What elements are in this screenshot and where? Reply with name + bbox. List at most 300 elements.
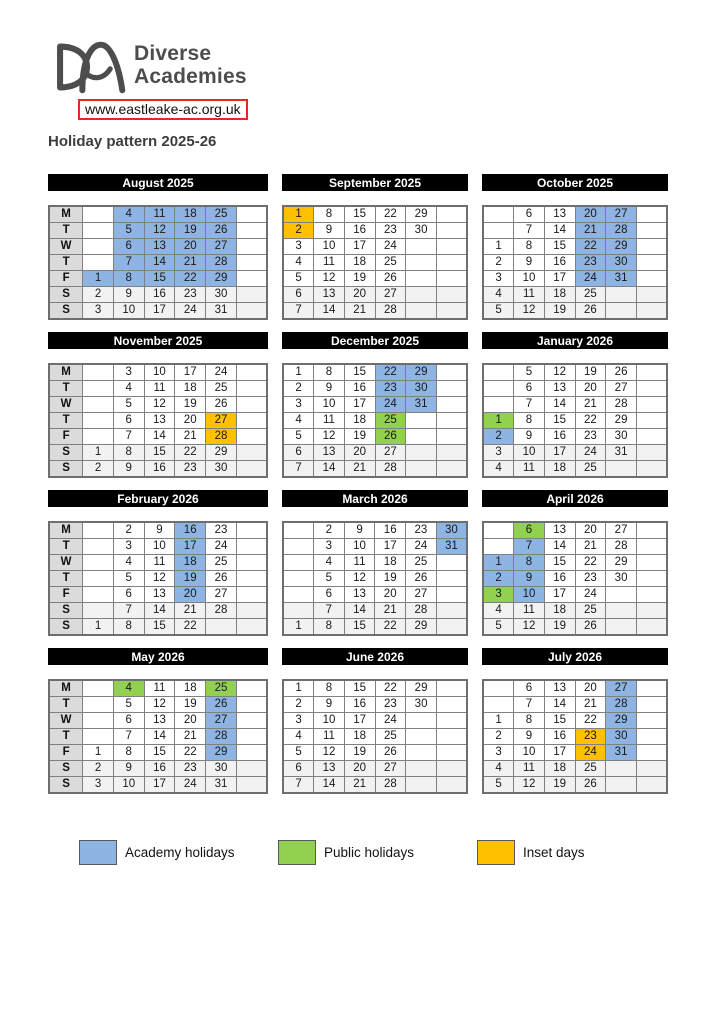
empty-cell <box>606 603 637 619</box>
week-row <box>283 539 467 555</box>
day-cell: 30 <box>206 287 237 303</box>
empty-cell <box>636 206 667 223</box>
day-cell: 18 <box>344 255 375 271</box>
day-cell: 25 <box>575 461 606 478</box>
empty-cell <box>406 239 437 255</box>
day-cell: 20 <box>175 239 206 255</box>
day-cell: 6 <box>113 713 144 729</box>
day-cell: 28 <box>375 461 406 478</box>
day-cell: 18 <box>175 680 206 697</box>
day-cell: 6 <box>283 287 314 303</box>
month-title-october-2025: October 2025 <box>482 174 668 191</box>
legend-item-inset-days <box>477 840 676 865</box>
empty-cell <box>483 680 514 697</box>
day-cell: 20 <box>575 206 606 223</box>
day-cell: 11 <box>344 555 375 571</box>
empty-cell <box>636 555 667 571</box>
day-cell: 2 <box>83 287 114 303</box>
week-row <box>483 680 667 697</box>
day-cell: 10 <box>314 397 345 413</box>
day-cell: 30 <box>206 461 237 478</box>
day-cell: 21 <box>344 303 375 320</box>
day-cell: 8 <box>113 745 144 761</box>
day-label: T <box>49 255 83 271</box>
day-cell: 17 <box>375 539 406 555</box>
day-cell: 29 <box>406 680 437 697</box>
day-cell: 9 <box>314 381 345 397</box>
day-cell: 4 <box>283 729 314 745</box>
day-label: W <box>49 239 83 255</box>
day-cell: 11 <box>514 287 545 303</box>
day-cell: 4 <box>283 413 314 429</box>
week-row <box>483 587 667 603</box>
empty-cell <box>236 364 267 381</box>
week-row <box>49 745 267 761</box>
empty-cell <box>636 397 667 413</box>
day-label: W <box>49 713 83 729</box>
day-cell: 19 <box>175 223 206 239</box>
empty-cell <box>636 364 667 381</box>
empty-cell <box>236 206 267 223</box>
day-cell: 2 <box>283 223 314 239</box>
week-row <box>483 555 667 571</box>
legend-item-public-holidays <box>278 840 477 865</box>
week-row <box>49 522 267 539</box>
day-cell: 26 <box>206 223 237 239</box>
day-cell: 2 <box>483 571 514 587</box>
day-cell: 21 <box>344 461 375 478</box>
day-cell: 2 <box>483 429 514 445</box>
month-table-march-2026 <box>282 521 468 636</box>
empty-cell <box>436 619 467 636</box>
week-row <box>483 206 667 223</box>
day-cell: 7 <box>314 603 345 619</box>
day-cell: 13 <box>344 587 375 603</box>
week-row <box>49 571 267 587</box>
week-row <box>49 206 267 223</box>
day-cell: 25 <box>575 603 606 619</box>
empty-cell <box>636 729 667 745</box>
week-row <box>283 287 467 303</box>
day-cell: 30 <box>406 223 437 239</box>
day-cell: 25 <box>575 287 606 303</box>
empty-cell <box>483 381 514 397</box>
day-cell: 11 <box>514 603 545 619</box>
week-row <box>483 303 667 320</box>
day-cell: 30 <box>406 381 437 397</box>
day-cell: 16 <box>175 522 206 539</box>
day-cell: 21 <box>375 603 406 619</box>
day-cell: 3 <box>283 397 314 413</box>
day-label: S <box>49 761 83 777</box>
empty-cell <box>83 206 114 223</box>
day-cell: 29 <box>606 555 637 571</box>
week-row <box>483 445 667 461</box>
day-cell: 5 <box>314 571 345 587</box>
month-title-march-2026: March 2026 <box>282 490 468 507</box>
day-cell: 5 <box>483 303 514 320</box>
day-cell: 11 <box>514 461 545 478</box>
week-row <box>49 429 267 445</box>
website-link[interactable]: www.eastleake-ac.org.uk <box>78 99 248 120</box>
day-cell: 11 <box>144 206 175 223</box>
day-cell: 21 <box>175 603 206 619</box>
day-cell: 27 <box>406 587 437 603</box>
day-cell: 15 <box>344 206 375 223</box>
day-cell: 11 <box>144 680 175 697</box>
empty-cell <box>483 397 514 413</box>
day-cell: 13 <box>314 445 345 461</box>
week-row <box>483 287 667 303</box>
month-table-april-2026 <box>482 521 668 636</box>
empty-cell <box>606 461 637 478</box>
empty-cell <box>236 239 267 255</box>
empty-cell <box>636 777 667 794</box>
week-row <box>49 555 267 571</box>
day-cell: 29 <box>206 271 237 287</box>
day-cell: 10 <box>144 539 175 555</box>
day-cell: 19 <box>175 397 206 413</box>
day-cell: 28 <box>375 777 406 794</box>
day-cell: 13 <box>544 522 575 539</box>
empty-cell <box>406 745 437 761</box>
empty-cell <box>83 539 114 555</box>
day-cell: 23 <box>406 522 437 539</box>
day-cell: 31 <box>206 777 237 794</box>
empty-cell <box>236 745 267 761</box>
day-cell: 1 <box>283 680 314 697</box>
day-label: W <box>49 397 83 413</box>
empty-cell <box>436 777 467 794</box>
month-table-may-2026 <box>48 679 268 794</box>
empty-cell <box>236 461 267 478</box>
month-table-february-2026 <box>48 521 268 636</box>
day-cell: 17 <box>175 364 206 381</box>
week-row <box>483 619 667 636</box>
empty-cell <box>636 445 667 461</box>
day-cell: 4 <box>483 287 514 303</box>
day-cell: 9 <box>514 255 545 271</box>
day-cell: 25 <box>575 761 606 777</box>
day-cell: 15 <box>344 619 375 636</box>
day-cell: 1 <box>483 713 514 729</box>
day-cell: 5 <box>113 223 144 239</box>
day-cell: 16 <box>344 223 375 239</box>
day-cell: 12 <box>544 364 575 381</box>
week-row <box>49 255 267 271</box>
week-row <box>49 619 267 636</box>
day-cell: 28 <box>206 729 237 745</box>
week-row <box>483 271 667 287</box>
empty-cell <box>236 522 267 539</box>
page-title: Holiday pattern 2025-26 <box>48 133 217 150</box>
day-cell: 1 <box>283 206 314 223</box>
day-cell: 22 <box>575 239 606 255</box>
day-cell: 26 <box>375 745 406 761</box>
day-cell: 13 <box>314 287 345 303</box>
empty-cell <box>636 697 667 713</box>
day-cell: 18 <box>375 555 406 571</box>
day-cell: 18 <box>544 461 575 478</box>
day-cell: 26 <box>575 303 606 320</box>
empty-cell <box>83 429 114 445</box>
day-cell: 16 <box>544 429 575 445</box>
empty-cell <box>436 587 467 603</box>
empty-cell <box>283 539 314 555</box>
week-row <box>283 303 467 320</box>
month-title-august-2025: August 2025 <box>48 174 268 191</box>
empty-cell <box>483 364 514 381</box>
day-cell: 23 <box>375 223 406 239</box>
day-cell: 5 <box>483 619 514 636</box>
day-label: S <box>49 603 83 619</box>
legend-item-academy-holidays <box>79 840 278 865</box>
day-cell: 26 <box>575 619 606 636</box>
day-cell: 12 <box>144 697 175 713</box>
day-cell: 23 <box>375 697 406 713</box>
day-cell: 18 <box>175 381 206 397</box>
day-cell: 26 <box>375 429 406 445</box>
day-cell: 24 <box>575 271 606 287</box>
day-cell: 19 <box>344 745 375 761</box>
day-cell: 22 <box>375 364 406 381</box>
day-cell: 7 <box>283 461 314 478</box>
day-cell: 24 <box>575 745 606 761</box>
empty-cell <box>436 364 467 381</box>
empty-cell <box>283 587 314 603</box>
day-cell: 24 <box>406 539 437 555</box>
empty-cell <box>83 680 114 697</box>
day-cell: 30 <box>406 697 437 713</box>
day-cell: 3 <box>113 364 144 381</box>
empty-cell <box>406 287 437 303</box>
empty-cell <box>83 397 114 413</box>
week-row <box>49 680 267 697</box>
day-label: S <box>49 303 83 320</box>
day-cell: 7 <box>113 255 144 271</box>
day-cell: 16 <box>144 461 175 478</box>
week-row <box>283 271 467 287</box>
empty-cell <box>636 381 667 397</box>
empty-cell <box>83 255 114 271</box>
day-cell: 22 <box>175 619 206 636</box>
month-february-2026 <box>48 490 268 636</box>
week-row <box>283 745 467 761</box>
day-cell: 15 <box>144 445 175 461</box>
day-cell: 14 <box>544 539 575 555</box>
day-cell: 6 <box>514 680 545 697</box>
day-cell: 12 <box>314 429 345 445</box>
week-row <box>283 522 467 539</box>
month-table-december-2025 <box>282 363 468 478</box>
day-cell: 29 <box>606 713 637 729</box>
month-october-2025 <box>482 174 668 320</box>
day-cell: 16 <box>375 522 406 539</box>
week-row <box>283 461 467 478</box>
day-cell: 11 <box>314 729 345 745</box>
day-cell: 19 <box>544 619 575 636</box>
day-cell: 11 <box>314 255 345 271</box>
day-cell: 17 <box>175 539 206 555</box>
day-cell: 15 <box>144 619 175 636</box>
day-cell: 14 <box>544 697 575 713</box>
week-row <box>49 587 267 603</box>
empty-cell <box>236 571 267 587</box>
week-row <box>49 381 267 397</box>
empty-cell <box>606 619 637 636</box>
empty-cell <box>236 777 267 794</box>
empty-cell <box>406 271 437 287</box>
empty-cell <box>606 587 637 603</box>
day-cell: 8 <box>514 713 545 729</box>
empty-cell <box>406 777 437 794</box>
day-cell: 26 <box>206 397 237 413</box>
empty-cell <box>636 713 667 729</box>
day-cell: 22 <box>575 713 606 729</box>
org-name <box>134 42 247 88</box>
week-row <box>283 429 467 445</box>
day-cell: 28 <box>206 429 237 445</box>
day-cell: 15 <box>344 680 375 697</box>
day-cell: 7 <box>283 303 314 320</box>
day-cell: 16 <box>544 729 575 745</box>
day-cell: 25 <box>206 381 237 397</box>
day-cell: 17 <box>144 777 175 794</box>
day-cell: 30 <box>606 729 637 745</box>
empty-cell <box>636 761 667 777</box>
day-cell: 14 <box>314 777 345 794</box>
empty-cell <box>236 255 267 271</box>
empty-cell <box>636 303 667 320</box>
empty-cell <box>236 619 267 636</box>
day-cell: 2 <box>113 522 144 539</box>
week-row <box>483 364 667 381</box>
day-cell: 28 <box>606 697 637 713</box>
day-cell: 8 <box>113 445 144 461</box>
day-cell: 22 <box>575 555 606 571</box>
day-cell: 26 <box>606 364 637 381</box>
week-row <box>283 223 467 239</box>
day-label: T <box>49 413 83 429</box>
day-cell: 1 <box>83 619 114 636</box>
empty-cell <box>436 461 467 478</box>
day-cell: 17 <box>544 271 575 287</box>
day-cell: 10 <box>314 239 345 255</box>
week-row <box>483 713 667 729</box>
academy-holidays-swatch <box>79 840 117 865</box>
day-cell: 3 <box>283 713 314 729</box>
day-cell: 31 <box>606 271 637 287</box>
day-cell: 19 <box>375 571 406 587</box>
empty-cell <box>406 461 437 478</box>
day-cell: 29 <box>406 206 437 223</box>
day-cell: 19 <box>544 303 575 320</box>
day-cell: 3 <box>83 777 114 794</box>
month-title-may-2026: May 2026 <box>48 648 268 665</box>
day-cell: 9 <box>514 429 545 445</box>
day-cell: 27 <box>606 680 637 697</box>
day-cell: 15 <box>544 239 575 255</box>
empty-cell <box>636 745 667 761</box>
day-cell: 28 <box>606 223 637 239</box>
day-cell: 19 <box>175 697 206 713</box>
week-row <box>49 413 267 429</box>
legend-label: Public holidays <box>324 845 415 860</box>
day-cell: 15 <box>144 745 175 761</box>
day-cell: 6 <box>283 445 314 461</box>
empty-cell <box>483 206 514 223</box>
week-row <box>283 239 467 255</box>
month-table-october-2025 <box>482 205 668 320</box>
day-cell: 13 <box>544 206 575 223</box>
day-cell: 9 <box>113 287 144 303</box>
week-row <box>283 571 467 587</box>
empty-cell <box>236 713 267 729</box>
day-cell: 7 <box>113 729 144 745</box>
empty-cell <box>83 729 114 745</box>
empty-cell <box>606 287 637 303</box>
day-cell: 2 <box>314 522 345 539</box>
empty-cell <box>236 397 267 413</box>
month-september-2025 <box>282 174 468 320</box>
day-cell: 24 <box>375 713 406 729</box>
day-cell: 26 <box>206 571 237 587</box>
day-cell: 29 <box>606 413 637 429</box>
week-row <box>283 619 467 636</box>
week-row <box>483 571 667 587</box>
day-cell: 25 <box>375 729 406 745</box>
week-row <box>283 713 467 729</box>
day-cell: 6 <box>314 587 345 603</box>
month-title-september-2025: September 2025 <box>282 174 468 191</box>
day-cell: 14 <box>144 429 175 445</box>
month-table-july-2026 <box>482 679 668 794</box>
day-cell: 24 <box>575 445 606 461</box>
legend-label: Academy holidays <box>125 845 235 860</box>
day-cell: 17 <box>544 745 575 761</box>
day-cell: 3 <box>483 745 514 761</box>
empty-cell <box>483 522 514 539</box>
day-cell: 28 <box>206 603 237 619</box>
day-cell: 9 <box>314 223 345 239</box>
day-cell: 11 <box>514 761 545 777</box>
empty-cell <box>436 697 467 713</box>
day-cell: 20 <box>575 680 606 697</box>
month-table-september-2025 <box>282 205 468 320</box>
day-cell: 10 <box>113 777 144 794</box>
week-row <box>483 745 667 761</box>
month-title-november-2025: November 2025 <box>48 332 268 349</box>
day-cell: 13 <box>144 239 175 255</box>
day-cell: 9 <box>113 461 144 478</box>
empty-cell <box>636 429 667 445</box>
day-label: T <box>49 381 83 397</box>
empty-cell <box>636 619 667 636</box>
day-cell: 29 <box>406 619 437 636</box>
day-cell: 25 <box>375 255 406 271</box>
empty-cell <box>436 287 467 303</box>
month-title-june-2026: June 2026 <box>282 648 468 665</box>
day-cell: 19 <box>344 271 375 287</box>
empty-cell <box>636 539 667 555</box>
day-cell: 12 <box>144 571 175 587</box>
day-cell: 27 <box>606 206 637 223</box>
month-title-january-2026: January 2026 <box>482 332 668 349</box>
empty-cell <box>436 713 467 729</box>
empty-cell <box>83 522 114 539</box>
day-cell: 16 <box>544 571 575 587</box>
month-title-july-2026: July 2026 <box>482 648 668 665</box>
